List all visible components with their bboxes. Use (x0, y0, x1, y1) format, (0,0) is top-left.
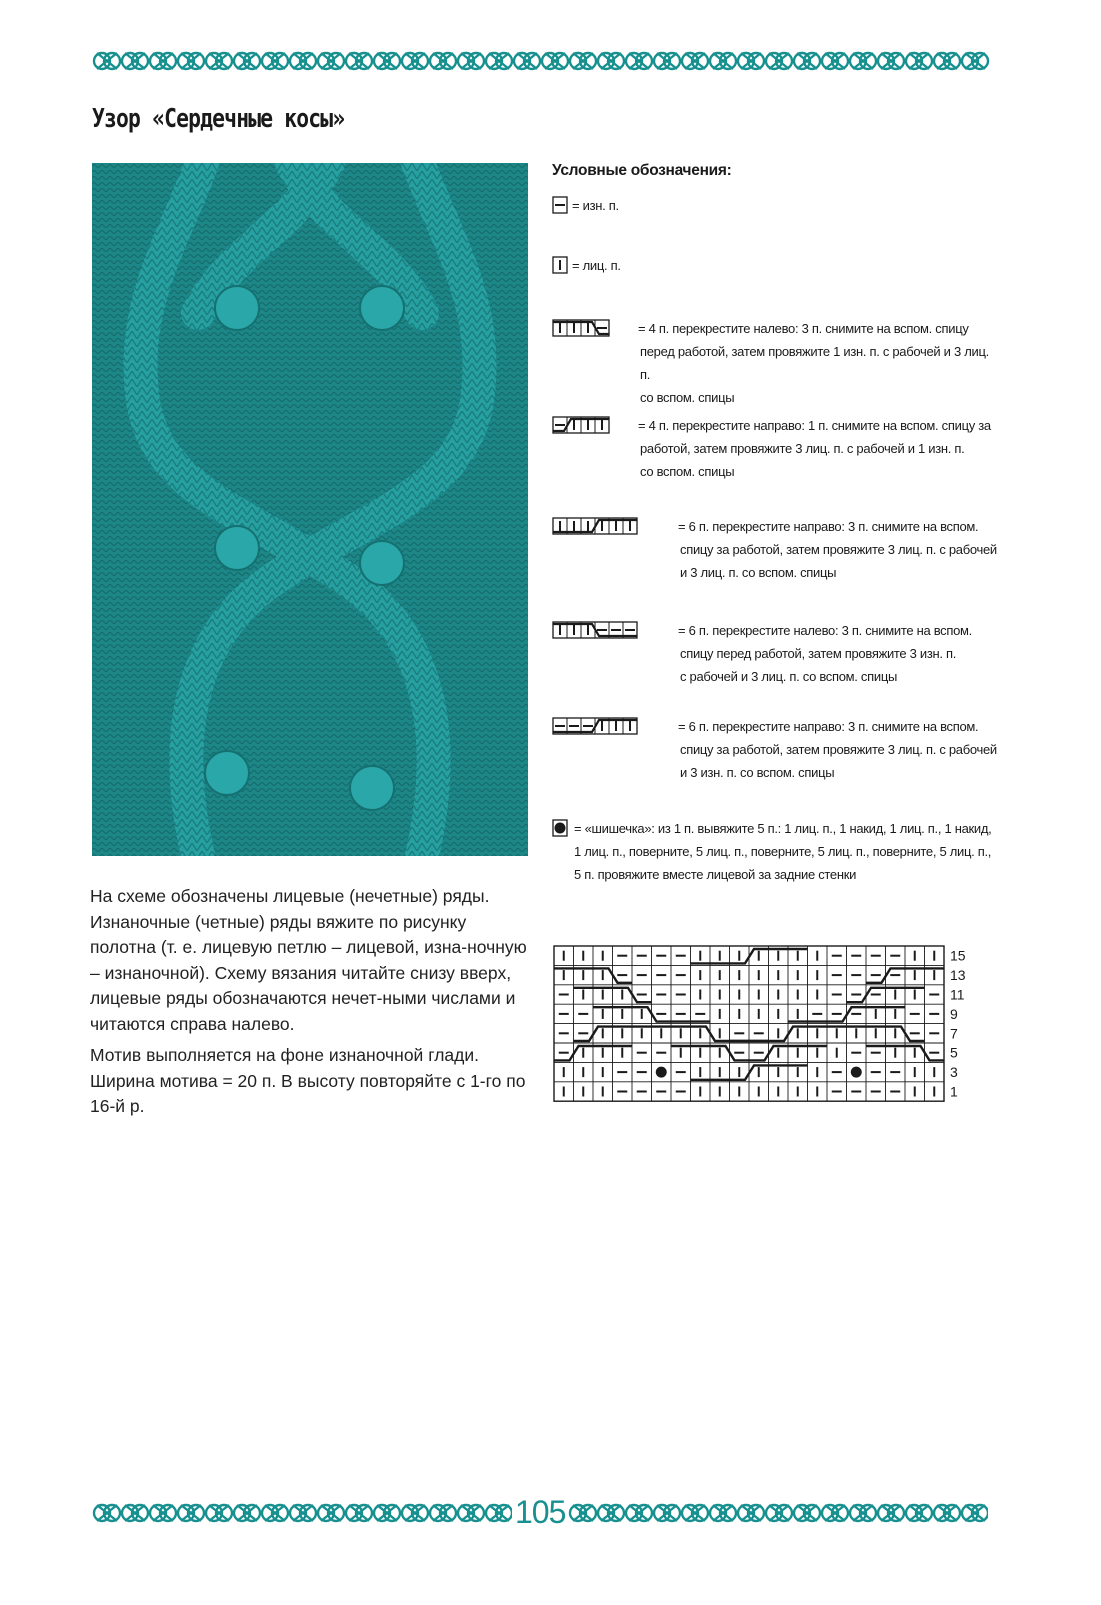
braid-knot (906, 1505, 932, 1521)
braid-knot (206, 53, 232, 69)
braid-knot (514, 53, 540, 69)
legend-item (552, 619, 1002, 689)
braid-knot (94, 53, 120, 69)
instructions-paragraph-2: Мотив выполняется на фоне изнаночной глади. Ширина мотива = 20 п. В высоту повторяйте с 1-го по 16-й р. (90, 1045, 526, 1116)
knit-icon (552, 256, 568, 274)
braid-knot (346, 53, 372, 69)
legend-item-text-line: = 6 п. перекрестите налево: 3 п. снимите на вспом. (678, 623, 972, 638)
cable-6-left-icon (552, 621, 638, 639)
braid-knot (738, 53, 764, 69)
braid-knot (626, 53, 652, 69)
braid-knot (262, 53, 288, 69)
legend-item-text-line: = 4 п. перекрестите налево: 3 п. снимите на вспом. спицу (638, 321, 969, 336)
cable-6-right-knit-icon (552, 517, 638, 535)
braid-knot (934, 53, 960, 69)
braid-knot (318, 53, 344, 69)
chart-row-label: 9 (950, 1005, 958, 1022)
braid-knot (430, 1505, 456, 1521)
cable-4-right-icon (552, 416, 610, 434)
braid-knot (738, 1505, 764, 1521)
braid-knot (346, 1505, 372, 1521)
legend-item (552, 817, 1002, 887)
braid-knot (290, 53, 316, 69)
cable-6-right-purl-icon (552, 717, 638, 735)
braid-knot (710, 53, 736, 69)
chart-cell (851, 1067, 862, 1078)
braid-knot (654, 53, 680, 69)
legend-item-text-line: 1 лиц. п., поверните, 5 лиц. п., поверните, 5 лиц. п., поверните, 5 лиц. п., (574, 844, 992, 859)
legend-item-text-line: спицу за работой, затем провяжите 3 лиц. п. с рабочей (680, 542, 997, 557)
chart-row-label: 7 (950, 1025, 958, 1042)
legend-item-text (678, 515, 1002, 584)
braid-knot (94, 1505, 120, 1521)
braid-knot (318, 1505, 344, 1521)
braid-knot (206, 1505, 232, 1521)
legend-item-text-line: перед работой, затем провяжите 1 изн. п. с рабочей и 3 лиц. п. (640, 344, 993, 382)
legend-item-text (552, 817, 1002, 886)
braid-knot (122, 1505, 148, 1521)
bobble-stitch-mark (851, 1067, 862, 1078)
braid-knot (486, 1505, 512, 1521)
braid-knot (178, 1505, 204, 1521)
legend-item (552, 414, 1002, 484)
braid-knot (458, 1505, 484, 1521)
braid-knot (234, 1505, 260, 1521)
braid-knot (850, 1505, 876, 1521)
purl-icon (552, 196, 568, 214)
celtic-braid-ornament-bottom-right (568, 1500, 988, 1526)
purl-icon (552, 196, 568, 214)
cable-6-right-knit-icon (552, 517, 638, 535)
cable-6-left-icon (552, 621, 638, 639)
braid-knot (430, 53, 456, 69)
braid-knot (374, 1505, 400, 1521)
legend-item-text (638, 317, 1002, 409)
braid-knot (878, 53, 904, 69)
swatch-illustration (92, 163, 528, 856)
braid-knot (766, 1505, 792, 1521)
legend-item-text-line: со вспом. спицы (640, 390, 735, 405)
braid-knot (682, 53, 708, 69)
braid-knot (542, 53, 568, 69)
legend-item-text-line: со вспом. спицы (640, 464, 735, 479)
legend-item-text (638, 414, 1002, 483)
braid-knot (374, 53, 400, 69)
cable-6-right-purl-icon (552, 717, 638, 735)
legend-item (552, 317, 1002, 405)
braid-knot (402, 53, 428, 69)
braid-knot (906, 53, 932, 69)
knitting-chart-grid (553, 945, 983, 1104)
braid-knot (794, 1505, 820, 1521)
knitted-swatch-photo (92, 163, 528, 856)
braid-knot (962, 1505, 988, 1521)
legend-item-text-line: работой, затем провяжите 3 лиц. п. с рабочей и 1 изн. п. (640, 441, 965, 456)
legend-item-text-line: и 3 изн. п. со вспом. спицы (680, 765, 835, 780)
knit-icon (552, 256, 568, 274)
braid-knot (178, 53, 204, 69)
cable-4-right-icon (552, 416, 610, 434)
chart-row-label: 15 (950, 947, 966, 964)
legend-title: Условные обозначения: (552, 162, 732, 179)
braid-knot (458, 53, 484, 69)
braid-knot (598, 1505, 624, 1521)
page-title: Узор «Сердечные косы» (92, 104, 345, 134)
braid-knot (290, 1505, 316, 1521)
chart-row-label: 11 (950, 986, 965, 1003)
legend-item-text-line: = «шишечка»: из 1 п. вывяжите 5 п.: 1 лиц. п., 1 накид, 1 лиц. п., 1 накид, (574, 821, 992, 836)
braid-knot (150, 1505, 176, 1521)
braid-knot (962, 53, 988, 69)
legend-item-text-line: = 4 п. перекрестите направо: 1 п. снимите на вспом. спицу за (638, 418, 991, 433)
celtic-braid-ornament-top (92, 48, 992, 74)
braid-knot (654, 1505, 680, 1521)
braid-knot (626, 1505, 652, 1521)
chart-row-label: 13 (950, 967, 966, 984)
page-number: 105 (515, 1494, 566, 1530)
braid-knot (122, 53, 148, 69)
legend-item (552, 715, 1002, 785)
celtic-braid-ornament-bottom-left (92, 1500, 512, 1526)
braid-knot (710, 1505, 736, 1521)
legend-item-text-line: спицу перед работой, затем провяжите 3 изн. п. (680, 646, 957, 661)
legend-item-text-line: и 3 лиц. п. со вспом. спицы (680, 565, 837, 580)
braid-knot (822, 53, 848, 69)
braid-knot (150, 53, 176, 69)
instructions-text (90, 884, 530, 1126)
braid-knot (234, 53, 260, 69)
legend-item-text-line: 5 п. провяжите вместе лицевой за задние стенки (574, 867, 857, 882)
legend-item-text (678, 715, 1002, 784)
knitting-chart (553, 945, 983, 1109)
instructions-paragraph-1: На схеме обозначены лицевые (нечетные) ряды. Изнаночные (четные) ряды вяжите по рисунку полотна (т. е. лицевую петлю – лицевой, изна-ночную – изнаночной). Схему вязания читайте снизу вверх, лицевые ряды обозначаются нечет-ными числами и читаются справа налево. (90, 886, 527, 1034)
braid-knot (486, 53, 512, 69)
braid-knot (682, 1505, 708, 1521)
braid-knot (766, 53, 792, 69)
braid-knot (794, 53, 820, 69)
chart-cell (656, 1067, 667, 1078)
chart-row-label: 5 (950, 1044, 958, 1061)
legend-item-text (678, 619, 1002, 688)
braid-knot (878, 1505, 904, 1521)
bobble-stitch-mark (656, 1067, 667, 1078)
legend (552, 162, 1002, 882)
braid-knot (850, 53, 876, 69)
braid-knot (570, 53, 596, 69)
braid-knot (570, 1505, 596, 1521)
braid-knot (262, 1505, 288, 1521)
legend-item-text-line: спицу за работой, затем провяжите 3 лиц. п. с рабочей (680, 742, 997, 757)
chart-row-label: 1 (950, 1083, 958, 1100)
braid-knot (934, 1505, 960, 1521)
legend-item-text-line: с рабочей и 3 лиц. п. со вспом. спицы (680, 669, 898, 684)
chart-row-label: 3 (950, 1064, 958, 1081)
cable-4-left-icon (552, 319, 610, 337)
braid-knot (598, 53, 624, 69)
legend-item-text-line: = 6 п. перекрестите направо: 3 п. снимите на вспом. (678, 519, 979, 534)
braid-knot (402, 1505, 428, 1521)
legend-item-text: = изн. п. (572, 198, 619, 213)
braid-knot (822, 1505, 848, 1521)
legend-item-text: = лиц. п. (572, 258, 621, 273)
legend-item-text-line: = 6 п. перекрестите направо: 3 п. снимите на вспом. (678, 719, 979, 734)
legend-item (552, 515, 1002, 585)
legend-item (552, 254, 1002, 324)
cable-4-left-icon (552, 319, 610, 337)
